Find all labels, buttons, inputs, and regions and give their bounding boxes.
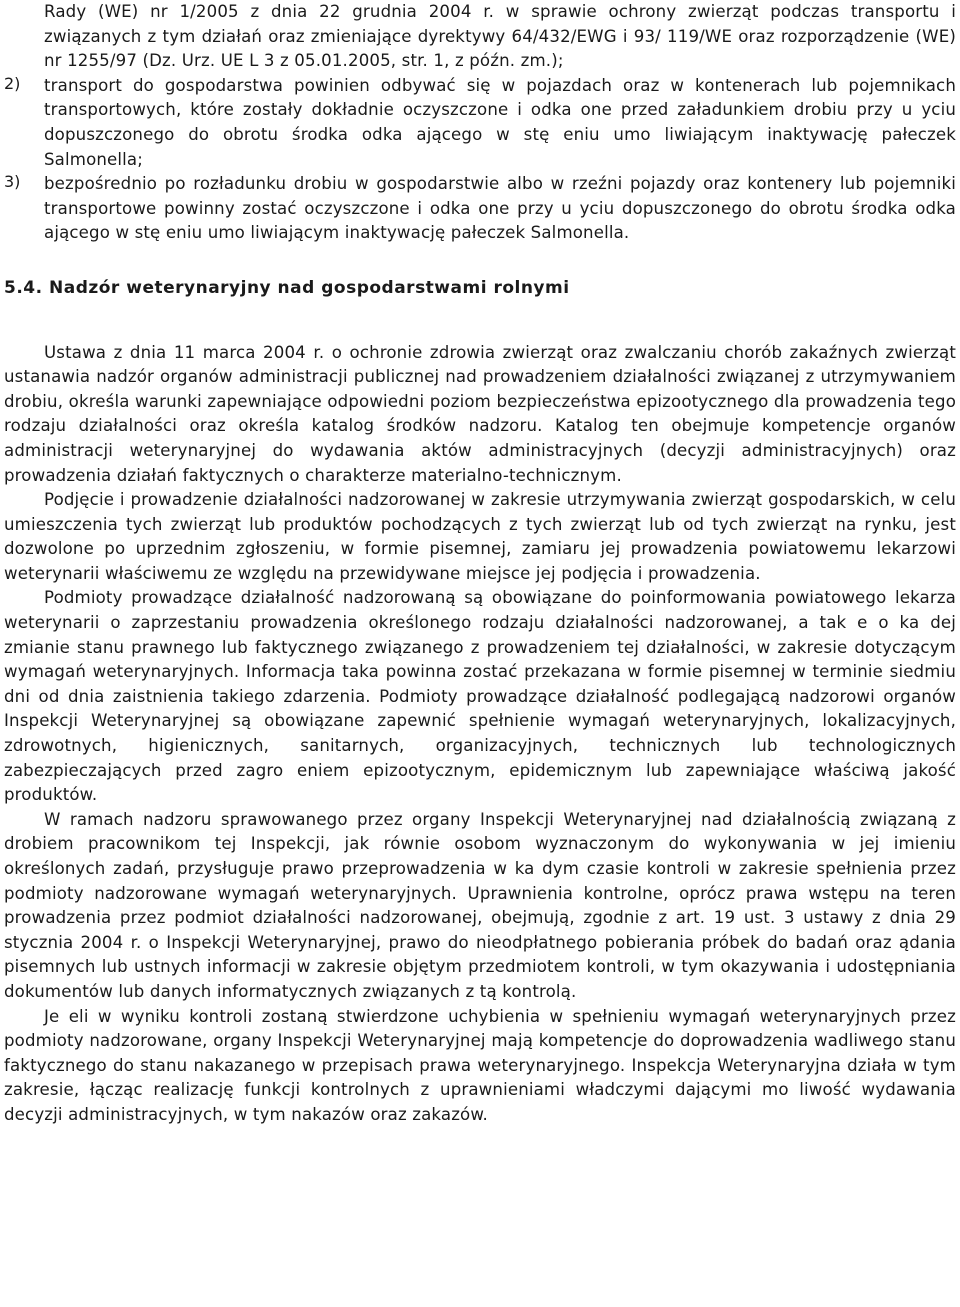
body-paragraph-1: Ustawa z dnia 11 marca 2004 r. o ochronie zdrowia zwierząt oraz zwalczaniu chorób zakaźnych zwierząt ustanawia nadzór organów administracji publicznej nad prowadzeniem działalności związanej z utrzymywaniem drobiu, określa warunki zapewniające odpowiedni poziom bezpieczeństwa epizootycznego dla prowadzenia tego rodzaju działalności oraz określa katalog środków nadzoru. Katalog ten obejmuje kompetencje organów administracji weterynaryjnej do wydawania aktów administracyjnych (decyzji administracyjnych) oraz prowadzenia działań faktycznych o charakterze materialno-technicznym.: [4, 342, 956, 485]
section-heading: 5.4. Nadzór weterynaryjny nad gospodarstwami rolnymi: [4, 277, 570, 298]
list-text: bezpośrednio po rozładunku drobiu w gospodarstwie albo w rzeźni pojazdy oraz kontenery lub pojemniki transportowe powinny zostać oczyszczone i odka one przy u yciu dopuszczonego do obrotu środka odka ającego w stę eniu umo liwiającym inaktywację pałeczek Salmonella.: [44, 174, 956, 243]
list-item-3: [4, 172, 956, 246]
list-item-2: [4, 74, 956, 172]
continuation-paragraph: Rady (WE) nr 1/2005 z dnia 22 grudnia 2004 r. w sprawie ochrony zwierząt podczas transportu i związanych z tym działań oraz zmieniające dyrektywy 64/432/EWG i 93/ 119/WE oraz rozporządzenie (WE) nr 1255/97 (Dz. Urz. UE L 3 z 05.01.2005, str. 1, z późn. zm.);: [44, 2, 956, 71]
list-text: transport do gospodarstwa powinien odbywać się w pojazdach oraz w kontenerach lub pojemnikach transportowych, które zostały dokładnie oczyszczone i odka one przed załadunkiem drobiu przy u yciu dopuszczonego do obrotu środka odka ającego w stę eniu umo liwiającym inaktywację pałeczek Salmonella;: [44, 75, 956, 169]
body-paragraph-3: Podmioty prowadzące działalność nadzorowaną są obowiązane do poinformowania powiatowego lekarza weterynarii o zaprzestaniu prowadzenia określonego rodzaju działalności nadzorowanej, a tak e o ka dej zmianie stanu prawnego lub faktycznego związanego z prowadzeniem tej działalności, w zakresie dotyczącym wymagań weterynaryjnych. Informacja taka powinna zostać przekazana w formie pisemnej w terminie siedmiu dni od dnia zaistnienia takiego zdarzenia. Podmioty prowadzące działalność podlegającą nadzorowi organów Inspekcji Weterynaryjnej są obowiązane zapewnić spełnienie wymagań weterynaryjnych, lokalizacyjnych, zdrowotnych, higienicznych, sanitarnych, organizacyjnych, technicznych lub technologicznych zabezpieczających przed zagro eniem epizootycznym, epidemicznym lub zapewniające właściwą jakość produktów.: [4, 588, 956, 805]
body-paragraph-5: Je eli w wyniku kontroli zostaną stwierdzone uchybienia w spełnieniu wymagań weterynaryjnych przez podmioty nadzorowane, organy Inspekcji Weterynaryjnej mają kompetencje do doprowadzenia wadliwego stanu faktycznego do stanu nakazanego w przepisach prawa weterynaryjnego. Inspekcja Weterynaryjna działa w tym zakresie, łącząc realizację funkcji kontrolnych z uprawnieniami władczymi dającymi mo liwość wydawania decyzji administracyjnych, w tym nakazów oraz zakazów.: [4, 1006, 956, 1124]
list-number: 2): [4, 73, 21, 93]
body-paragraph-2: Podjęcie i prowadzenie działalności nadzorowanej w zakresie utrzymywania zwierząt gospodarskich, w celu umieszczenia tych zwierząt lub produktów pochodzących z tych zwierząt lub od tych zwierząt na rynku, jest dozwolone po uprzednim zgłoszeniu, w formie pisemnej, zamiaru jej prowadzenia powiatowemu lekarzowi weterynarii właściwemu ze względu na przewidywane miejsce jej podjęcia i prowadzenia.: [4, 490, 956, 583]
body-paragraph-4: W ramach nadzoru sprawowanego przez organy Inspekcji Weterynaryjnej nad działalnością związaną z drobiem pracownikom tej Inspekcji, jak równie osobom wyznaczonym do wykonywania w jej imieniu określonych zadań, przysługuje prawo przeprowadzenia w ka dym czasie kontroli w zakresie spełnienia przez podmioty nadzorowane wymagań weterynaryjnych. Uprawnienia kontrolne, oprócz prawa wstępu na teren prowadzenia przez podmiot działalności nadzorowanej, obejmują, zgodnie z art. 19 ust. 3 ustawy z dnia 29 stycznia 2004 r. o Inspekcji Weterynaryjnej, prawo do nieodpłatnego pobierania próbek do badań oraz ądania pisemnych lub ustnych informacji w zakresie objętym przedmiotem kontroli, w tym okazywania i udostępniania dokumentów lub danych informatycznych związanych z tą kontrolą.: [4, 809, 956, 1001]
list-number: 3): [4, 172, 21, 192]
